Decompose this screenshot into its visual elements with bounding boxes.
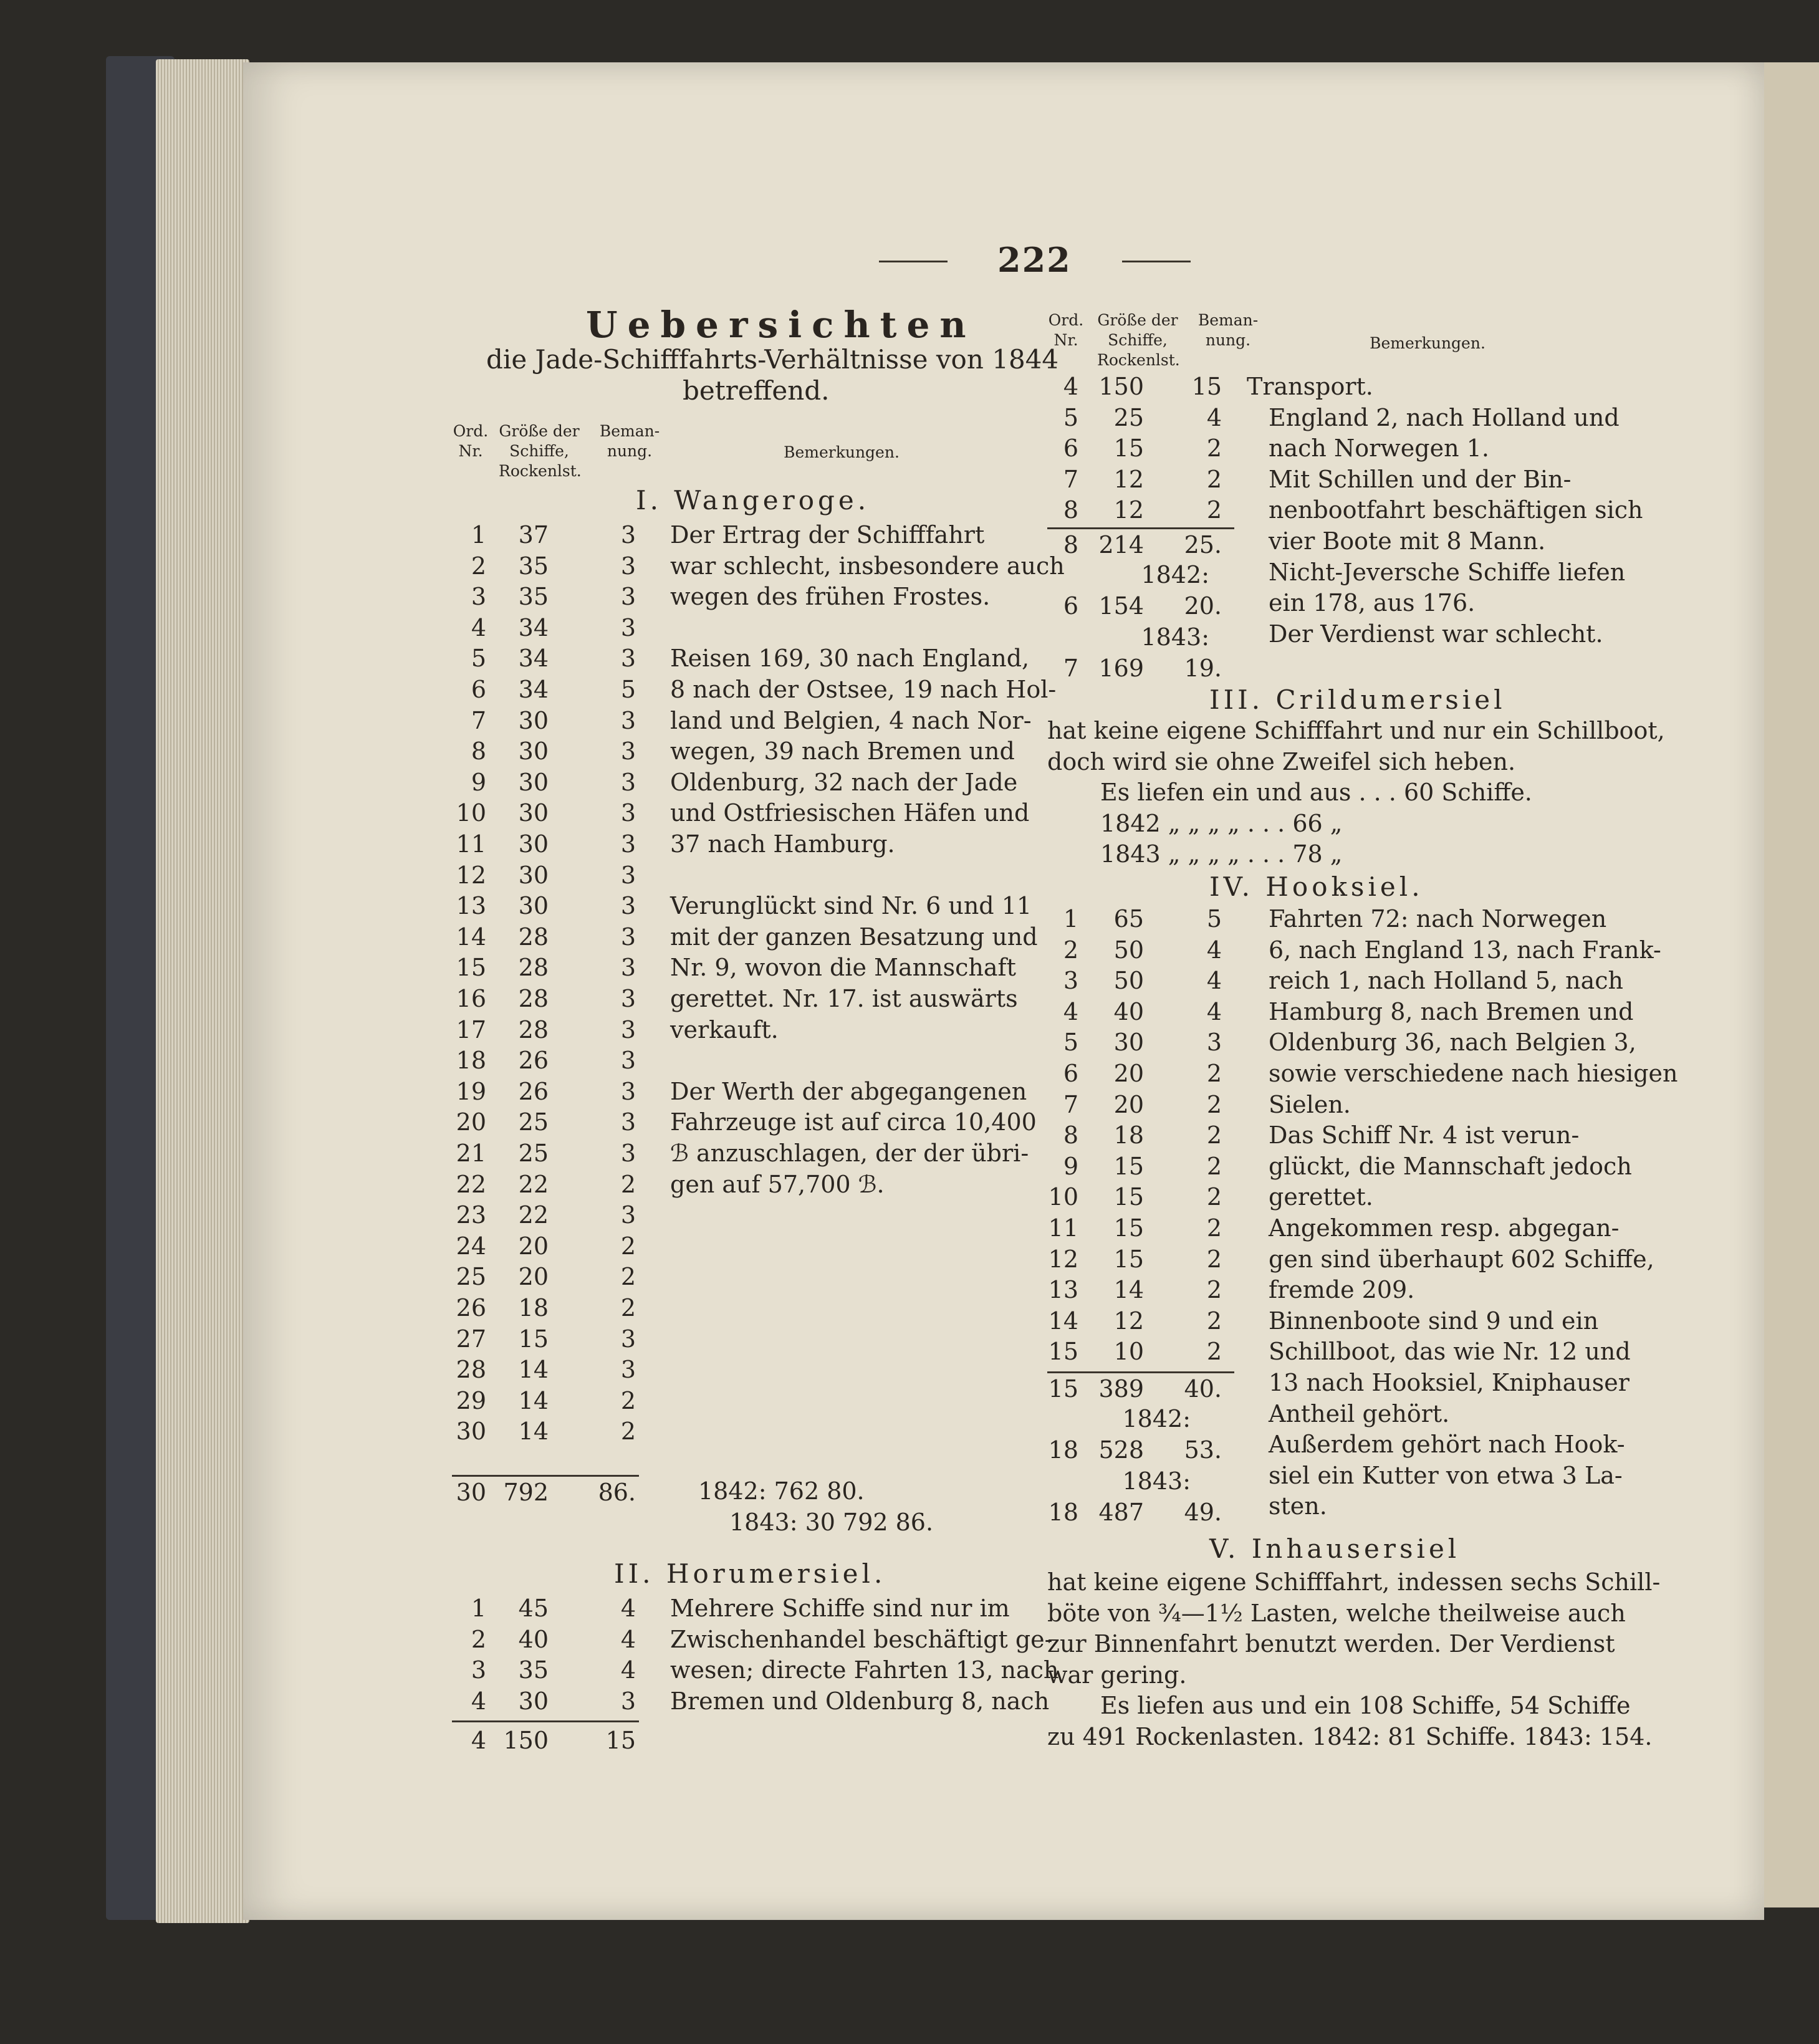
hooksiel-note-line: sten. [1269,1492,1327,1520]
crildumersiel-line: Es liefen ein und aus . . . 60 Schiffe. [1100,779,1532,807]
inhausersiel-line: zu 491 Rockenlasten. 1842: 81 Schiffe. 1843: 154. [1047,1723,1653,1750]
hooksiel-row-size: 15 [1113,1245,1144,1273]
wangeroge-row-size: 30 [518,706,549,734]
hooksiel-1842-crew: 53. [1184,1436,1222,1464]
hooksiel-1843-label: 1843: [1122,1467,1191,1495]
transport-1843-label: 1843: [1141,623,1209,651]
wangeroge-row-crew: 3 [620,521,636,549]
wangeroge-1842: 1842: 762 80. [698,1477,865,1505]
hooksiel-1843-crew: 49. [1184,1499,1222,1526]
hooksiel-row-crew: 4 [1206,997,1222,1025]
hooksiel-row-size: 12 [1113,1307,1144,1335]
hooksiel-note-line: gen sind überhaupt 602 Schiffe, [1269,1245,1654,1273]
horumersiel-row-crew: 3 [620,1687,636,1715]
crildumersiel-line: doch wird sie ohne Zweifel sich heben. [1047,747,1516,775]
wangeroge-note-line: und Ostfriesischen Häfen und [670,799,1030,827]
wangeroge-note-line: land und Belgien, 4 nach Nor- [670,706,1032,734]
transport-row-ord: 6 [1063,434,1078,463]
transport-total-rule [1047,527,1234,529]
horumersiel-note-line: wesen; directe Fahrten 13, nach [670,1656,1059,1684]
rule-right [1122,261,1191,262]
wangeroge-total-rule [452,1475,639,1477]
section-heading-inhausersiel: V. Inhausersiel [1209,1533,1461,1564]
transport-1842-crew: 20. [1184,592,1222,620]
horumersiel-note-line: Mehrere Schiffe sind nur im [670,1595,1010,1622]
wangeroge-row-size: 26 [518,1077,549,1105]
wangeroge-row-crew: 3 [620,583,636,611]
hooksiel-row-crew: 4 [1206,936,1222,964]
wangeroge-row-ord: 25 [456,1263,486,1291]
wangeroge-row-size: 28 [518,923,549,951]
wangeroge-row-ord: 21 [456,1140,486,1167]
wangeroge-row-ord: 12 [456,861,486,889]
hooksiel-row-size: 50 [1113,967,1144,995]
transport-row-crew: 4 [1206,403,1222,431]
transport-row-ord: 8 [1063,496,1078,524]
transport-note-line: England 2, nach Holland und [1269,403,1620,431]
wangeroge-row-crew: 2 [620,1170,636,1198]
transport-total-crew: 25. [1184,531,1222,559]
inhausersiel-line: böte von ¾—1½ Lasten, welche theilweise auch [1047,1599,1626,1627]
hooksiel-row-ord: 15 [1048,1338,1078,1366]
hooksiel-note-line: Binnenboote sind 9 und ein [1269,1307,1599,1335]
hooksiel-note-line: Fahrten 72: nach Norwegen [1269,905,1607,933]
section-heading-wangeroge: I. Wangeroge. [636,485,870,516]
horumersiel-total-size: 150 [503,1727,549,1754]
hooksiel-row-ord: 12 [1048,1245,1078,1273]
wangeroge-row-size: 34 [518,613,549,641]
hooksiel-row-ord: 5 [1063,1029,1078,1057]
wangeroge-note-line: 37 nach Hamburg. [670,830,895,858]
wangeroge-row-crew: 3 [620,1140,636,1167]
hooksiel-note-line: Angekommen resp. abgegan- [1269,1214,1620,1242]
transport-row-size: 12 [1113,496,1144,524]
hooksiel-note-line: Außerdem gehört nach Hook- [1269,1431,1625,1459]
header-size: Größe der Schiffe, Rockenlst. [499,422,582,480]
wangeroge-note-line: wegen des frühen Frostes. [670,583,991,611]
wangeroge-row-ord: 8 [471,737,486,765]
hooksiel-row-ord: 4 [1063,997,1078,1025]
wangeroge-row-size: 14 [518,1356,549,1384]
inhausersiel-line: Es liefen aus und ein 108 Schiffe, 54 Schiffe [1100,1692,1631,1720]
hooksiel-row-crew: 2 [1206,1276,1222,1304]
header-crew: Beman- nung. [599,422,660,460]
wangeroge-row-crew: 5 [620,676,636,703]
wangeroge-row-crew: 3 [620,706,636,734]
wangeroge-row-size: 14 [518,1386,549,1414]
transport-note-line: vier Boote mit 8 Mann. [1269,527,1546,555]
wangeroge-note-line: verkauft. [670,1015,779,1044]
wangeroge-row-size: 30 [518,830,549,858]
hooksiel-total-crew: 40. [1184,1375,1222,1403]
hooksiel-1842-ord: 18 [1048,1436,1078,1464]
transport-total-size: 214 [1098,531,1144,559]
hooksiel-row-size: 18 [1113,1121,1144,1149]
wangeroge-row-ord: 20 [456,1108,486,1136]
hooksiel-row-crew: 2 [1206,1183,1222,1211]
wangeroge-row-ord: 29 [456,1386,486,1414]
horumersiel-row-ord: 4 [471,1687,486,1715]
section-heading-crildumersiel: III. Crildumersiel [1209,684,1506,715]
wangeroge-row-crew: 3 [620,923,636,951]
transport-note-line: nach Norwegen 1. [1269,434,1489,463]
transport-note-line: nenbootfahrt beschäftigen sich [1269,496,1643,524]
wangeroge-row-size: 28 [518,985,549,1012]
wangeroge-row-size: 30 [518,861,549,889]
wangeroge-row-crew: 3 [620,1077,636,1105]
wangeroge-row-ord: 13 [456,892,486,920]
wangeroge-note-line: mit der ganzen Besatzung und [670,923,1038,951]
wangeroge-note-line: Der Ertrag der Schifffahrt [670,521,985,549]
wangeroge-note-line: gerettet. Nr. 17. ist auswärts [670,985,1018,1012]
wangeroge-row-crew: 2 [620,1418,636,1446]
horumersiel-row-size: 30 [518,1687,549,1715]
page-edges [156,59,249,1923]
wangeroge-row-ord: 28 [456,1356,486,1384]
crildumersiel-line: 1843 „ „ „ „ . . . 78 „ [1100,840,1343,868]
wangeroge-row-crew: 3 [620,1325,636,1353]
section-heading-horumersiel: II. Horumersiel. [614,1558,886,1589]
wangeroge-row-ord: 27 [456,1325,486,1353]
hooksiel-row-size: 14 [1113,1276,1144,1304]
wangeroge-row-ord: 4 [471,613,486,641]
transport-note-line: Nicht-Jeversche Schiffe liefen [1269,558,1626,586]
wangeroge-row-crew: 2 [620,1263,636,1291]
hooksiel-note-line: Hamburg 8, nach Bremen und [1269,997,1634,1025]
crildumersiel-line: 1842 „ „ „ „ . . . 66 „ [1100,809,1343,837]
hooksiel-row-size: 15 [1113,1152,1144,1180]
transport-row-crew: 2 [1206,496,1222,524]
hooksiel-row-size: 15 [1113,1214,1144,1242]
transport-row-crew: 2 [1206,434,1222,463]
transport-row-ord: 4 [1063,373,1078,400]
wangeroge-row-size: 30 [518,799,549,827]
transport-note-line: Transport. [1247,373,1373,400]
transport-row-ord: 5 [1063,403,1078,431]
wangeroge-row-ord: 3 [471,583,486,611]
wangeroge-row-crew: 3 [620,1201,636,1229]
wangeroge-row-ord: 30 [456,1418,486,1446]
horumersiel-row-size: 35 [518,1656,549,1684]
wangeroge-row-ord: 6 [471,676,486,703]
hooksiel-row-ord: 13 [1048,1276,1078,1304]
hooksiel-note-line: Oldenburg 36, nach Belgien 3, [1269,1029,1636,1057]
wangeroge-row-size: 37 [518,521,549,549]
wangeroge-total-size: 792 [503,1479,549,1506]
wangeroge-row-crew: 3 [620,954,636,982]
wangeroge-row-size: 25 [518,1108,549,1136]
hooksiel-row-size: 20 [1113,1060,1144,1087]
transport-1842-size: 154 [1098,592,1144,620]
wangeroge-row-size: 22 [518,1170,549,1198]
rule-left [879,261,948,262]
wangeroge-row-size: 30 [518,737,549,765]
inhausersiel-line: zur Binnenfahrt benutzt werden. Der Verdienst [1047,1630,1615,1658]
horumersiel-row-size: 40 [518,1625,549,1653]
hooksiel-note-line: Sielen. [1269,1090,1351,1118]
hooksiel-note-line: Das Schiff Nr. 4 ist verun- [1269,1121,1580,1149]
hooksiel-row-crew: 3 [1206,1029,1222,1057]
hooksiel-row-ord: 9 [1063,1152,1078,1180]
transport-row-crew: 2 [1206,465,1222,493]
wangeroge-row-crew: 2 [620,1294,636,1322]
wangeroge-row-crew: 3 [620,768,636,796]
horumersiel-row-ord: 2 [471,1625,486,1653]
horumersiel-row-crew: 4 [620,1625,636,1653]
hooksiel-row-size: 40 [1113,997,1144,1025]
horumersiel-total-ord: 4 [471,1727,486,1754]
hooksiel-note-line: siel ein Kutter von etwa 3 La- [1269,1461,1623,1489]
header-ord: Ord. Nr. [453,422,489,460]
transport-1842-label: 1842: [1141,561,1209,588]
transport-1843-crew: 19. [1184,655,1222,682]
wangeroge-note-line: war schlecht, insbesondere auch [670,552,1065,580]
wangeroge-row-ord: 23 [456,1201,486,1229]
hooksiel-row-crew: 2 [1206,1121,1222,1149]
hooksiel-row-ord: 1 [1063,905,1078,933]
wangeroge-row-size: 28 [518,954,549,982]
wangeroge-row-ord: 15 [456,954,486,982]
hooksiel-row-crew: 5 [1206,905,1222,933]
wangeroge-row-ord: 10 [456,799,486,827]
hooksiel-note-line: reich 1, nach Holland 5, nach [1269,967,1624,995]
header-size-right: Größe der Schiffe, Rockenlst. [1097,311,1180,369]
transport-1842-ord: 6 [1063,592,1078,620]
wangeroge-row-ord: 11 [456,830,486,858]
hooksiel-1843-size: 487 [1098,1499,1144,1526]
section-heading-hooksiel: IV. Hooksiel. [1209,871,1424,902]
wangeroge-1843: 1843: 30 792 86. [729,1509,934,1536]
wangeroge-row-ord: 24 [456,1232,486,1260]
transport-row-size: 25 [1113,403,1144,431]
hooksiel-row-ord: 2 [1063,936,1078,964]
wangeroge-row-size: 18 [518,1294,549,1322]
hooksiel-row-ord: 3 [1063,967,1078,995]
hooksiel-total-rule [1047,1371,1234,1373]
wangeroge-row-size: 25 [518,1140,549,1167]
horumersiel-total-crew: 15 [605,1727,636,1754]
hooksiel-row-ord: 6 [1063,1060,1078,1087]
page-subtitle: die Jade-Schifffahrts-Verhältnisse von 1844 [486,344,1059,375]
transport-note-line: Der Verdienst war schlecht. [1269,620,1603,648]
wangeroge-total-crew: 86. [598,1479,636,1506]
transport-total-ord: 8 [1063,531,1078,559]
wangeroge-row-size: 20 [518,1263,549,1291]
wangeroge-note-line: gen auf 57,700 ℬ. [670,1170,885,1198]
wangeroge-row-crew: 3 [620,1047,636,1075]
wangeroge-row-ord: 22 [456,1170,486,1198]
hooksiel-row-ord: 10 [1048,1183,1078,1211]
hooksiel-note-line: sowie verschiedene nach hiesigen [1269,1060,1678,1087]
wangeroge-row-ord: 18 [456,1047,486,1075]
hooksiel-1842-label: 1842: [1122,1405,1191,1432]
transport-row-ord: 7 [1063,465,1078,493]
wangeroge-note-line: Fahrzeuge ist auf circa 10,400 [670,1108,1037,1136]
wangeroge-row-size: 26 [518,1047,549,1075]
hooksiel-row-size: 10 [1113,1338,1144,1366]
wangeroge-row-crew: 3 [620,892,636,920]
hooksiel-row-crew: 2 [1206,1152,1222,1180]
hooksiel-row-size: 50 [1113,936,1144,964]
page-title: Uebersichten [586,304,976,346]
wangeroge-row-crew: 3 [620,861,636,889]
crildumersiel-line: hat keine eigene Schifffahrt und nur ein Schillboot, [1047,717,1665,744]
hooksiel-row-size: 15 [1113,1183,1144,1211]
wangeroge-row-ord: 17 [456,1015,486,1044]
wangeroge-total-ord: 30 [456,1479,486,1506]
wangeroge-row-crew: 2 [620,1386,636,1414]
transport-note-line: ein 178, aus 176. [1269,589,1476,617]
wangeroge-note-line: 8 nach der Ostsee, 19 nach Hol- [670,676,1057,703]
wangeroge-row-ord: 26 [456,1294,486,1322]
wangeroge-row-ord: 1 [471,521,486,549]
transport-row-size: 12 [1113,465,1144,493]
wangeroge-row-size: 30 [518,768,549,796]
hooksiel-row-size: 65 [1113,905,1144,933]
wangeroge-row-ord: 14 [456,923,486,951]
wangeroge-row-crew: 3 [620,830,636,858]
horumersiel-note-line: Bremen und Oldenburg 8, nach [670,1687,1050,1715]
wangeroge-row-ord: 7 [471,706,486,734]
horumersiel-row-ord: 3 [471,1656,486,1684]
wangeroge-row-size: 30 [518,892,549,920]
hooksiel-note-line: Antheil gehört. [1269,1399,1450,1427]
wangeroge-row-ord: 2 [471,552,486,580]
horumersiel-row-crew: 4 [620,1656,636,1684]
hooksiel-note-line: gerettet. [1269,1183,1373,1211]
hooksiel-1842-size: 528 [1098,1436,1144,1464]
wangeroge-row-size: 22 [518,1201,549,1229]
wangeroge-row-size: 15 [518,1325,549,1353]
hooksiel-row-ord: 7 [1063,1090,1078,1118]
horumersiel-note-line: Zwischenhandel beschäftigt ge- [670,1625,1053,1653]
wangeroge-note-line: Oldenburg, 32 nach der Jade [670,768,1018,796]
transport-1843-size: 169 [1098,655,1144,682]
hooksiel-row-ord: 8 [1063,1121,1078,1149]
wangeroge-row-size: 14 [518,1418,549,1446]
wangeroge-row-crew: 3 [620,613,636,641]
hooksiel-row-crew: 2 [1206,1245,1222,1273]
horumersiel-row-crew: 4 [620,1595,636,1622]
hooksiel-row-crew: 2 [1206,1214,1222,1242]
hooksiel-row-crew: 4 [1206,967,1222,995]
header-crew-right: Beman- nung. [1197,311,1259,349]
hooksiel-row-crew: 2 [1206,1338,1222,1366]
page-number: 222 [997,240,1072,280]
header-ord-right: Ord. Nr. [1048,311,1084,349]
transport-1843-ord: 7 [1063,655,1078,682]
wangeroge-row-size: 35 [518,583,549,611]
header-notes-right: Bemerkungen. [1370,334,1485,352]
wangeroge-note-line: ℬ anzuschlagen, der der übri- [670,1140,1029,1167]
wangeroge-row-ord: 19 [456,1077,486,1105]
hooksiel-note-line: 6, nach England 13, nach Frank- [1269,936,1661,964]
wangeroge-note-line: Der Werth der abgegangenen [670,1077,1027,1105]
hooksiel-note-line: fremde 209. [1269,1276,1415,1304]
wangeroge-row-crew: 2 [620,1232,636,1260]
wangeroge-row-crew: 3 [620,985,636,1012]
horumersiel-row-size: 45 [518,1595,549,1622]
hooksiel-note-line: glückt, die Mannschaft jedoch [1269,1152,1632,1180]
page-subtitle-2: betreffend. [683,375,830,406]
wangeroge-row-size: 35 [518,552,549,580]
wangeroge-row-crew: 3 [620,737,636,765]
hooksiel-row-size: 30 [1113,1029,1144,1057]
hooksiel-1843-ord: 18 [1048,1499,1078,1526]
wangeroge-note-line: Nr. 9, wovon die Mannschaft [670,954,1016,982]
horumersiel-total-rule [452,1720,639,1722]
hooksiel-row-ord: 14 [1048,1307,1078,1335]
wangeroge-row-crew: 3 [620,1015,636,1044]
horumersiel-row-ord: 1 [471,1595,486,1622]
next-page-edge [1758,62,1819,1907]
wangeroge-row-ord: 5 [471,645,486,673]
transport-row-crew: 15 [1191,373,1222,400]
wangeroge-row-crew: 3 [620,1356,636,1384]
transport-row-size: 150 [1098,373,1144,400]
wangeroge-row-crew: 3 [620,552,636,580]
inhausersiel-line: war gering. [1047,1661,1187,1689]
wangeroge-row-size: 34 [518,676,549,703]
hooksiel-total-size: 389 [1098,1375,1144,1403]
hooksiel-row-ord: 11 [1048,1214,1078,1242]
wangeroge-row-size: 28 [518,1015,549,1044]
hooksiel-row-crew: 2 [1206,1060,1222,1087]
wangeroge-row-crew: 3 [620,645,636,673]
header-notes: Bemerkungen. [784,443,900,461]
transport-note-line: Mit Schillen und der Bin- [1269,465,1572,493]
hooksiel-row-crew: 2 [1206,1090,1222,1118]
hooksiel-note-line: Schillboot, das wie Nr. 12 und [1269,1338,1631,1366]
hooksiel-total-ord: 15 [1048,1375,1078,1403]
wangeroge-row-size: 20 [518,1232,549,1260]
wangeroge-row-size: 34 [518,645,549,673]
hooksiel-note-line: 13 nach Hooksiel, Kniphauser [1269,1369,1629,1396]
wangeroge-row-ord: 9 [471,768,486,796]
wangeroge-note-line: Verunglückt sind Nr. 6 und 11 [670,892,1032,920]
inhausersiel-line: hat keine eigene Schifffahrt, indessen sechs Schill- [1047,1568,1661,1596]
wangeroge-note-line: wegen, 39 nach Bremen und [670,737,1015,765]
wangeroge-note-line: Reisen 169, 30 nach England, [670,645,1030,673]
hooksiel-row-crew: 2 [1206,1307,1222,1335]
wangeroge-row-crew: 3 [620,1108,636,1136]
transport-row-size: 15 [1113,434,1144,463]
wangeroge-row-crew: 3 [620,799,636,827]
hooksiel-row-size: 20 [1113,1090,1144,1118]
wangeroge-row-ord: 16 [456,985,486,1012]
